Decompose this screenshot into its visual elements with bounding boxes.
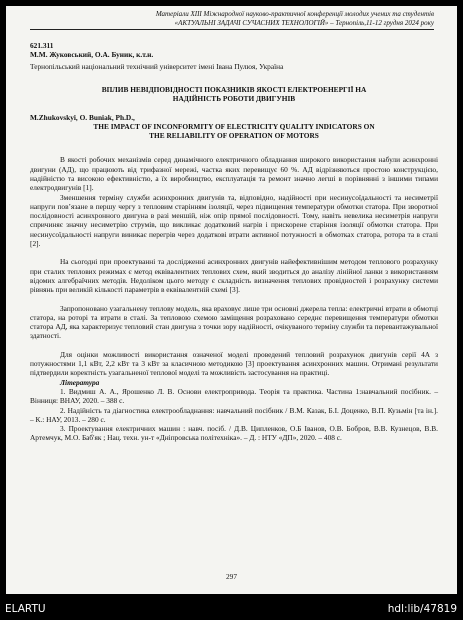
title-en-line: THE IMPACT OF INCONFORMITY OF ELECTRICITY QUALITY INDICATORS ON [93, 121, 375, 131]
document-page [6, 6, 457, 594]
title-ukrainian [30, 86, 438, 104]
header-line-1: Матеріали ХІІІ Міжнародної науково-практичної конференції молодих учених та студентів [155, 10, 434, 18]
body-paragraph: В якості робочих механізмів серед динамічного електричного обладнання широкого використання набули асинхронні двигуни (АД), що працюють від трифазної мережі, частка яких перевищує 60 %. АД відрізняються простою конструкцією, надійністю та високою ефективністю, а їх виробництво, експлуатація та ремонт значно легші в порівнянні з іншими типами електродвигунів [1]. [30, 155, 438, 193]
handle-identifier: hdl:lib/47819 [387, 603, 457, 615]
reference-item: 1. Видмиш А. А., Ярошенко Л. В. Основи електропривода. Теорія та практика. Частина 1:навчальний посібник. – Вінниця: ВНАУ, 2020. – 388 с. [30, 386, 438, 406]
body-paragraph: Запропоновано узагальнену теплову модель, яка враховує лише три основні джерела тепла: електричні втрати в обмотці статора, на роторі та втрати в сталі. За тепловою схемою заміщення розраховано середнє перевищення температури обмотки статора АД, яка характеризує тепловий стан двигуна з точки зору надійності, очікуваного терміну служби та перевантажувальної здатності. [30, 303, 438, 341]
title-english [30, 123, 438, 141]
title-ua-line: НАДІЙНІСТЬ РОБОТИ ДВИГУНІВ [172, 93, 296, 103]
body-paragraph: Для оцінки можливості використання означеної моделі проведений тепловий розрахунок двигунів серії 4А з потужностями 1,1 кВт, 2,2 кВт та 3 кВт за класичною методикою [3] проектування асинхронних машин. Отримані результати підтвердили коректність узагальненої теплової моделі та можливість застосування на практиці. [30, 349, 438, 378]
body-paragraph: На сьогодні при проектуванні та дослідженні асинхронних двигунів найефективнішим методом теплового розрахунку при сталих теплових режимах є метод еквівалентних теплових схем, який зводиться до аналізу лінійної ланки з використанням відомих алгебраїчних методів. Недоліком цього методу є складність визначення теплових провідностей і розрахунку системи рівнянь при великій кількості параметрів в еквівалентній схемі [3]. [30, 257, 438, 295]
article-body [30, 155, 438, 377]
page-number: 297 [225, 571, 237, 581]
header-line-2: «АКТУАЛЬНІ ЗАДАЧІ СУЧАСНИХ ТЕХНОЛОГІЙ» – Тернопіль,11-12 грудня 2024 року [30, 19, 434, 31]
authors-ukrainian: М.М. Жуковський, О.А. Буник, к.т.н. [30, 50, 154, 60]
reference-item: 2. Надійність та діагностика електрообладнання: навчальний посібник / В.М. Казак, Б.І. Доценко, В.П. Кузьмін [та ін.]. – К.: НАУ, 2013. – 280 с. [30, 405, 438, 424]
authors-english: M.Zhukovskyi, O. Buniak, Ph.D., [30, 113, 135, 123]
body-paragraph: Зменшення терміну служби асинхронних двигунів та, відповідно, надійності при несинусоїдальності та несиметрії напруги пов’язане в першу чергу з тепловим старінням ізоляції, через підвищення температури обмотки статора. При зворотної послідовності асинхронного двигуна в разі меншій, ніж опір прямої послідовності. Тому, навіть невелика несиметрія напруги спричиняє значну несиметрію струмів, що викликає додатковий нагрів і прискорене старіння ізоляції обмотки статора. При несинусоїдальності напруги виникає перегрів через додаткові втрати активної потужності в обмотках статора, ротора та в сталі [2]. [30, 192, 438, 249]
title-ua-line: ВПЛИВ НЕВІДПОВІДНОСТІ ПОКАЗНИКІВ ЯКОСТІ ЕЛЕКТРОЕНЕРГІЇ НА [101, 84, 367, 94]
udc-code: 621.311 [30, 41, 54, 50]
references-section [30, 378, 438, 443]
repository-name: ELARTU [5, 603, 46, 615]
repository-footer [0, 601, 463, 620]
affiliation: Тернопільський національний технічний університет імені Івана Пулюя, Україна [30, 61, 284, 71]
reference-item: 3. Проектування електричних машин : навч. посіб. / Д.В. Ципленков, О.Б Іванов, О.В. Бобров, В.В. Кузнецов, В.В. Артемчук, М.О. Баб'як ; Нац. техн. ун-т «Дніпровська політехніка». – Д. : НТУ «ДП», 2020. – 408 с. [30, 424, 438, 443]
running-header [30, 10, 438, 30]
title-en-line: THE RELIABILITY OF OPERATION OF MOTORS [149, 130, 319, 140]
references-heading: Література [60, 377, 100, 387]
